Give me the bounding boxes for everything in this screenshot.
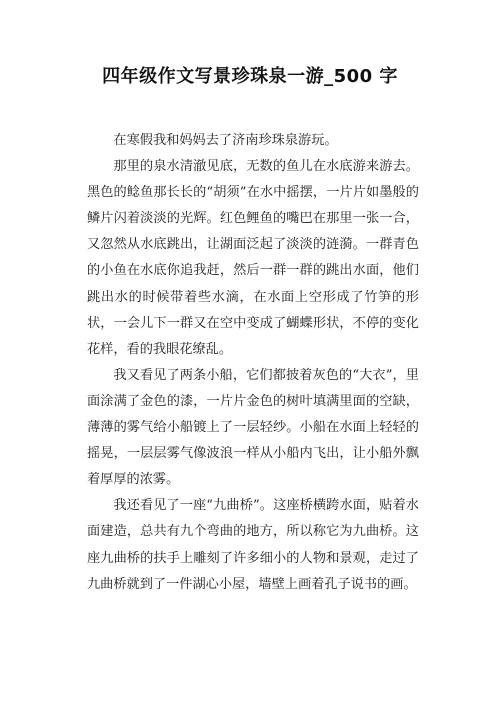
document-title: 四年级作文写景珍珠泉一游_500 字 [102,66,398,87]
paragraph-intro: 在寒假我和妈妈去了济南珍珠泉游玩。 [113,133,338,148]
paragraph-bridge: 我还看见了一座“九曲桥”。这座桥横跨水面，贴着水面建造，总共有九个弯曲的地方，所以称它为九曲桥。这座九曲桥的扶手上雕刻了许多细小的人物和景观，走过了九曲桥就到了一件湖心小屋，墙壁上画着孔子说书的画。 [87,498,419,592]
article-body [87,126,419,598]
paragraph-spring-fish: 那里的泉水清澈见底，无数的鱼儿在水底游来游去。黑色的鲶鱼那长长的“胡须”在水中摇摆，一片片如墨般的鳞片闪着淡淡的光辉。红色鲤鱼的嘴巴在那里一张一合，又忽然从水底跳出，让湖面泛起了淡淡的涟漪。一群青色的小鱼在水底你追我赶，然后一群一群的跳出水面，他们跳出水的时候带着些水滴，在水面上空形成了竹笋的形状，一会儿下一群又在空中变成了蝴蝶形状，不停的变化花样，看的我眼花缭乱。 [87,159,419,357]
paragraph-boats: 我又看见了两条小船，它们都披着灰色的“大衣”，里面涂满了金色的漆，一片片金色的树叶填满里面的空缺，薄薄的雾气给小船镀上了一层轻纱。小船在水面上轻轻的摇晃，一层层雾气像波浪一样从小船内飞出，让小船外飘着厚厚的浓雾。 [87,367,419,488]
